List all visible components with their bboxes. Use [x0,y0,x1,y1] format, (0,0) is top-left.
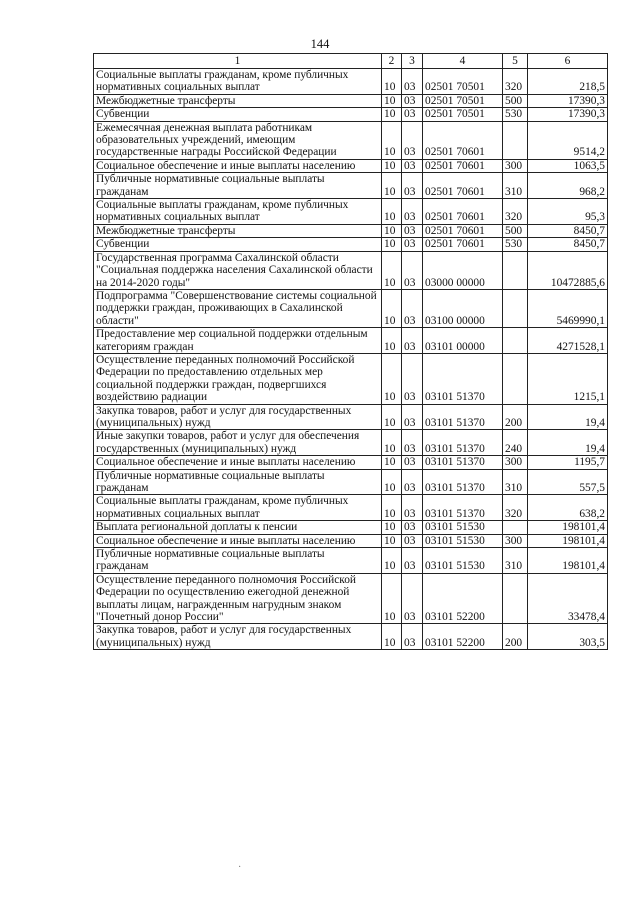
column-header-expense-type: 5 [503,54,528,69]
table-row [94,430,608,456]
row-amount-cell: 557,5 [528,469,608,495]
column-header-target-article: 4 [423,54,503,69]
row-expense-type-cell: 310 [503,469,528,495]
row-target-article-cell: 03101 51530 [423,534,503,547]
table-row [94,238,608,251]
row-amount-cell: 17390,3 [528,108,608,121]
row-subsection-cell: 03 [402,199,423,225]
row-amount-cell: 4271528,1 [528,328,608,354]
row-subsection-cell: 03 [402,69,423,95]
row-name-cell: Субвенции [94,238,382,251]
row-target-article-cell: 02501 70601 [423,199,503,225]
row-target-article-cell: 02501 70601 [423,173,503,199]
row-section-cell: 10 [382,173,402,199]
row-amount-cell: 19,4 [528,404,608,430]
table-row [94,94,608,107]
row-section-cell: 10 [382,534,402,547]
row-section-cell: 10 [382,159,402,172]
row-expense-type-cell: 240 [503,430,528,456]
row-name-cell: Закупка товаров, работ и услуг для государственных (муниципальных) нужд [94,404,382,430]
row-expense-type-cell: 500 [503,224,528,237]
page-number: 144 [310,37,330,51]
row-target-article-cell: 03101 51370 [423,495,503,521]
table-row [94,289,608,327]
row-target-article-cell: 03100 00000 [423,289,503,327]
row-name-cell: Осуществление переданного полномочия Российской Федерации по осуществлению ежегодной денежной выплаты лицам, награжденным нагрудным знаком "Почетный донор России" [94,573,382,624]
table-row [94,108,608,121]
row-subsection-cell: 03 [402,573,423,624]
row-name-cell: Предоставление мер социальной поддержки отдельным категориям граждан [94,328,382,354]
row-section-cell: 10 [382,495,402,521]
row-subsection-cell: 03 [402,224,423,237]
row-expense-type-cell [503,289,528,327]
row-amount-cell: 33478,4 [528,573,608,624]
table-row [94,534,608,547]
row-subsection-cell: 03 [402,521,423,534]
row-subsection-cell: 03 [402,404,423,430]
row-name-cell: Социальные выплаты гражданам, кроме публичных нормативных социальных выплат [94,495,382,521]
row-amount-cell: 198101,4 [528,521,608,534]
row-section-cell: 10 [382,521,402,534]
row-section-cell: 10 [382,456,402,469]
row-subsection-cell: 03 [402,173,423,199]
row-name-cell: Социальное обеспечение и иные выплаты населению [94,159,382,172]
row-expense-type-cell: 320 [503,69,528,95]
row-subsection-cell: 03 [402,328,423,354]
table-row [94,328,608,354]
table-row [94,456,608,469]
table-row [94,404,608,430]
row-target-article-cell: 03101 51370 [423,456,503,469]
row-amount-cell: 10472885,6 [528,251,608,289]
row-amount-cell: 8450,7 [528,224,608,237]
row-name-cell: Социальное обеспечение и иные выплаты населению [94,456,382,469]
row-amount-cell: 303,5 [528,624,608,650]
row-expense-type-cell: 320 [503,199,528,225]
row-target-article-cell: 03101 52200 [423,573,503,624]
scan-speck: · [238,862,242,873]
row-subsection-cell: 03 [402,108,423,121]
row-amount-cell: 5469990,1 [528,289,608,327]
row-expense-type-cell [503,521,528,534]
row-expense-type-cell: 310 [503,548,528,574]
row-section-cell: 10 [382,238,402,251]
table-row [94,521,608,534]
column-header-name: 1 [94,54,382,69]
row-target-article-cell: 02501 70601 [423,121,503,159]
row-target-article-cell: 03101 51530 [423,548,503,574]
row-subsection-cell: 03 [402,251,423,289]
row-section-cell: 10 [382,289,402,327]
row-amount-cell: 19,4 [528,430,608,456]
row-target-article-cell: 03101 51370 [423,404,503,430]
table-row [94,251,608,289]
row-section-cell: 10 [382,328,402,354]
row-name-cell: Публичные нормативные социальные выплаты гражданам [94,173,382,199]
row-name-cell: Публичные нормативные социальные выплаты гражданам [94,469,382,495]
row-amount-cell: 1215,1 [528,353,608,404]
row-name-cell: Иные закупки товаров, работ и услуг для обеспечения государственных (муниципальных) нужд [94,430,382,456]
row-amount-cell: 8450,7 [528,238,608,251]
row-target-article-cell: 02501 70601 [423,238,503,251]
row-target-article-cell: 03101 52200 [423,624,503,650]
table-row [94,224,608,237]
table-row [94,495,608,521]
row-subsection-cell: 03 [402,548,423,574]
row-target-article-cell: 02501 70601 [423,224,503,237]
table-row [94,573,608,624]
row-expense-type-cell: 310 [503,173,528,199]
row-expense-type-cell: 200 [503,624,528,650]
table-row [94,69,608,95]
row-section-cell: 10 [382,548,402,574]
row-subsection-cell: 03 [402,289,423,327]
row-name-cell: Социальные выплаты гражданам, кроме публичных нормативных социальных выплат [94,69,382,95]
row-section-cell: 10 [382,69,402,95]
table-row [94,173,608,199]
row-subsection-cell: 03 [402,495,423,521]
row-expense-type-cell: 530 [503,238,528,251]
row-expense-type-cell [503,251,528,289]
row-section-cell: 10 [382,624,402,650]
row-section-cell: 10 [382,94,402,107]
row-subsection-cell: 03 [402,121,423,159]
row-section-cell: 10 [382,121,402,159]
row-target-article-cell: 02501 70501 [423,108,503,121]
row-expense-type-cell [503,353,528,404]
row-name-cell: Социальное обеспечение и иные выплаты населению [94,534,382,547]
row-target-article-cell: 02501 70601 [423,159,503,172]
row-name-cell: Субвенции [94,108,382,121]
row-expense-type-cell: 200 [503,404,528,430]
row-section-cell: 10 [382,224,402,237]
table-row [94,624,608,650]
column-header-amount: 6 [528,54,608,69]
row-name-cell: Межбюджетные трансферты [94,94,382,107]
row-section-cell: 10 [382,469,402,495]
row-expense-type-cell [503,573,528,624]
row-subsection-cell: 03 [402,159,423,172]
row-amount-cell: 17390,3 [528,94,608,107]
row-section-cell: 10 [382,573,402,624]
table-row [94,159,608,172]
row-subsection-cell: 03 [402,353,423,404]
row-amount-cell: 95,3 [528,199,608,225]
row-section-cell: 10 [382,430,402,456]
row-amount-cell: 198101,4 [528,548,608,574]
row-target-article-cell: 03101 51530 [423,521,503,534]
table-row [94,199,608,225]
row-expense-type-cell: 500 [503,94,528,107]
row-name-cell: Подпрограмма "Совершенствование системы социальной поддержки граждан, проживающих в Сахалинской области" [94,289,382,327]
row-expense-type-cell: 300 [503,534,528,547]
row-expense-type-cell [503,328,528,354]
row-section-cell: 10 [382,404,402,430]
row-subsection-cell: 03 [402,456,423,469]
column-header-subsection: 3 [402,54,423,69]
row-amount-cell: 9514,2 [528,121,608,159]
row-target-article-cell: 03101 51370 [423,353,503,404]
row-expense-type-cell: 320 [503,495,528,521]
row-name-cell: Закупка товаров, работ и услуг для государственных (муниципальных) нужд [94,624,382,650]
row-amount-cell: 198101,4 [528,534,608,547]
row-amount-cell: 218,5 [528,69,608,95]
row-target-article-cell: 03000 00000 [423,251,503,289]
row-section-cell: 10 [382,353,402,404]
row-target-article-cell: 02501 70501 [423,69,503,95]
row-name-cell: Выплата региональной доплаты к пенсии [94,521,382,534]
table-row [94,548,608,574]
table-row [94,121,608,159]
row-name-cell: Межбюджетные трансферты [94,224,382,237]
row-subsection-cell: 03 [402,624,423,650]
row-expense-type-cell: 300 [503,456,528,469]
row-amount-cell: 638,2 [528,495,608,521]
row-section-cell: 10 [382,108,402,121]
table-row [94,469,608,495]
row-name-cell: Государственная программа Сахалинской области "Социальная поддержка населения Сахалинской области на 2014-2020 годы" [94,251,382,289]
row-expense-type-cell [503,121,528,159]
budget-table [93,53,608,650]
row-section-cell: 10 [382,251,402,289]
row-amount-cell: 1063,5 [528,159,608,172]
row-expense-type-cell: 530 [503,108,528,121]
row-subsection-cell: 03 [402,469,423,495]
row-expense-type-cell: 300 [503,159,528,172]
row-amount-cell: 968,2 [528,173,608,199]
row-section-cell: 10 [382,199,402,225]
row-subsection-cell: 03 [402,94,423,107]
row-subsection-cell: 03 [402,430,423,456]
row-name-cell: Социальные выплаты гражданам, кроме публичных нормативных социальных выплат [94,199,382,225]
column-header-section: 2 [382,54,402,69]
row-name-cell: Ежемесячная денежная выплата работникам образовательных учреждений, имеющим государственные награды Российской Федерации [94,121,382,159]
row-amount-cell: 1195,7 [528,456,608,469]
row-subsection-cell: 03 [402,238,423,251]
row-subsection-cell: 03 [402,534,423,547]
row-name-cell: Публичные нормативные социальные выплаты гражданам [94,548,382,574]
row-name-cell: Осуществление переданных полномочий Российской Федерации по предоставлению отдельных мер социальной поддержки граждан, подвергшихся воздействию радиации [94,353,382,404]
table-row [94,353,608,404]
row-target-article-cell: 02501 70501 [423,94,503,107]
row-target-article-cell: 03101 00000 [423,328,503,354]
row-target-article-cell: 03101 51370 [423,430,503,456]
table-header-row [94,54,608,69]
row-target-article-cell: 03101 51370 [423,469,503,495]
